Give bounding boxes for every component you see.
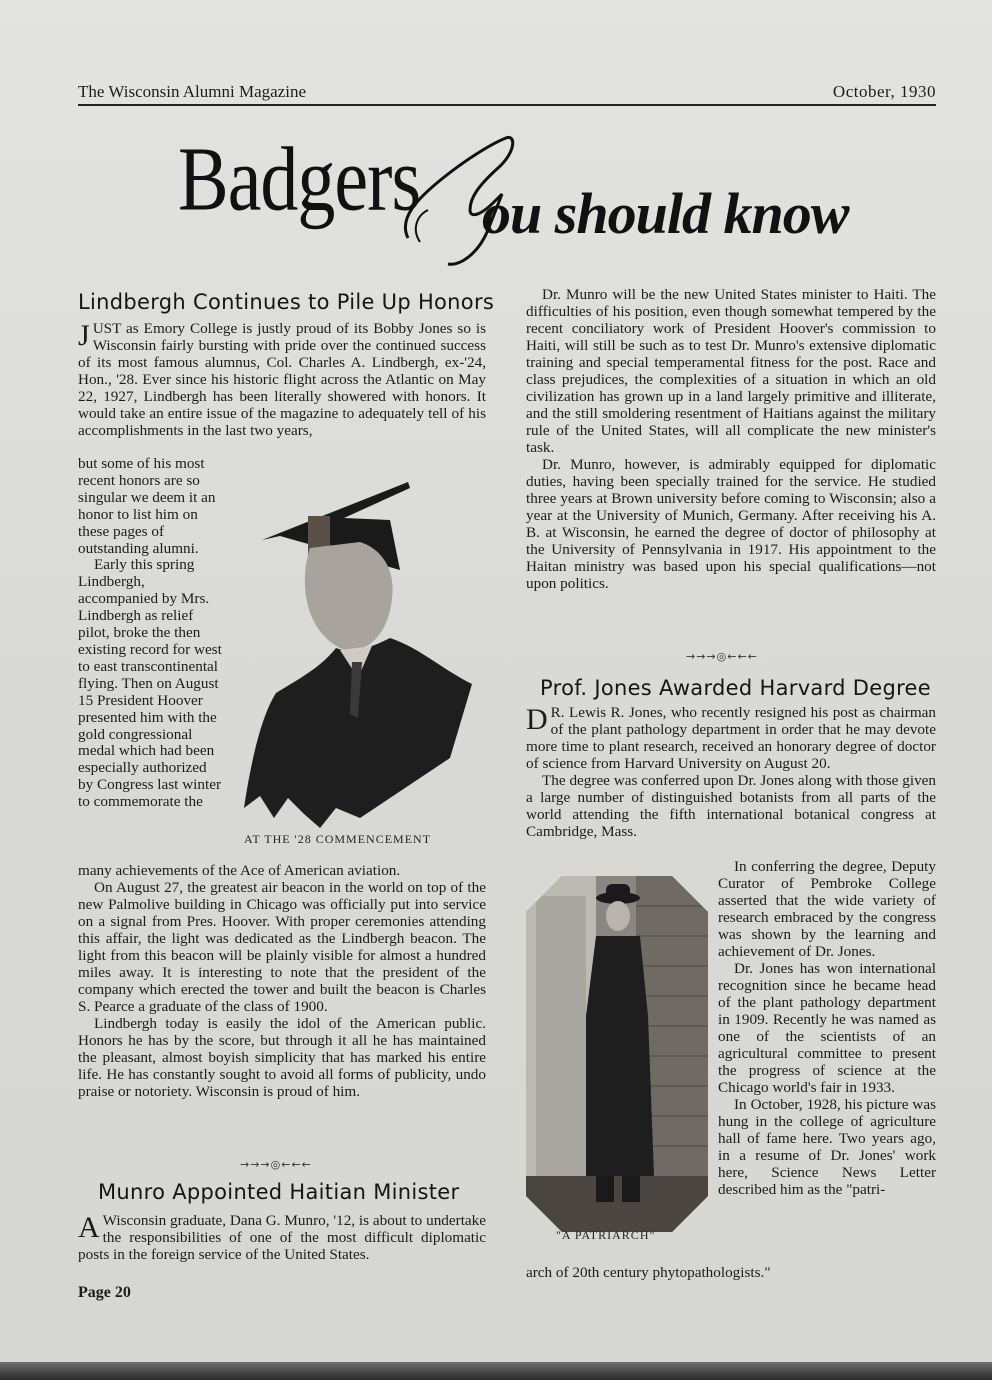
jones-photo-caption: "A PATRIARCH" bbox=[556, 1228, 656, 1242]
magazine-name: The Wisconsin Alumni Magazine bbox=[78, 82, 306, 101]
jones-para3: In conferring the degree, Deputy Curator of Pembroke College asserted that the wide variety of research embraced by the congress was shown by the learning and achievement of Dr. Jones. bbox=[718, 858, 936, 960]
lindbergh-wrap-column bbox=[78, 456, 222, 811]
lindbergh-commencement-photo bbox=[240, 478, 476, 830]
page-number: Page 20 bbox=[78, 1284, 131, 1301]
jones-intro bbox=[526, 704, 936, 840]
munro-para2: Dr. Munro will be the new United States minister to Haiti. The difficulties of his position, even though somewhat tempered by the recent conciliatory work of President Hoover's commission to Haiti, will still be such as to test Dr. Munro's extensive diplomatic training and special temperamental fitness for the post. Race and class prejudices, the complexities of a situation in which an old civilization has grown up in a land largely primitive and illiterate, and the still smoldering resentment of Haitians against the military rule of the United States, will all complicate the new minister's task. bbox=[526, 286, 936, 456]
jones-wrap-column bbox=[718, 858, 936, 1198]
jones-para2: The degree was conferred upon Dr. Jones along with those given a large number of distinguished botanists from all parts of the world attending the fifth international botanical congress at Cambridge, Mass. bbox=[526, 772, 936, 840]
lindbergh-dropcap: J bbox=[78, 319, 90, 352]
jones-para5-end: arch of 20th century phytopathologists." bbox=[526, 1264, 771, 1281]
munro-intro bbox=[78, 1212, 486, 1263]
jones-closing bbox=[526, 1264, 936, 1281]
jones-para5: In October, 1928, his picture was hung in the college of agriculture hall of fame here. Two years ago, in a resume of Dr. Jones' work here, Science News Letter described him as the "patri- bbox=[718, 1096, 936, 1198]
lindbergh-para2-end: many achievements of the Ace of American aviation. bbox=[78, 862, 401, 879]
munro-para1: Wisconsin graduate, Dana G. Munro, '12, is about to undertake the responsibilities of one of the most difficult diplomatic posts in the foreign service of the United States. bbox=[78, 1212, 486, 1263]
lindbergh-continued bbox=[78, 862, 486, 1100]
lindbergh-para3: On August 27, the greatest air beacon in the world on top of the new Palmolive building in Chicago was officially put into service on a signal from Pres. Hoover. With proper ceremonies attending this affair, the light was dedicated as the Lindbergh beacon. The light from this beacon will be plainly visible for almost a hundred miles away. It is interesting to note that the president of the company which erected the tower and built the beacon is Charles S. Pearce a graduate of the class of 1900. bbox=[78, 879, 486, 1015]
issue-date: October, 1930 bbox=[832, 82, 936, 101]
jones-para4: Dr. Jones has won international recognition since he became head of the plant pathology department in 1909. Recently he was named as one of the scientists of an agricultural committee to present the progress of science at the Chicago world's fair in 1933. bbox=[718, 960, 936, 1096]
running-header bbox=[78, 80, 936, 106]
jones-para1: R. Lewis R. Jones, who recently resigned his post as chairman of the plant pathology department in order that he may devote more time to plant research, received an honorary degree of doctor of science from Harvard University on August 20. bbox=[526, 704, 936, 772]
lindbergh-para1: UST as Emory College is justly proud of its Bobby Jones so is Wisconsin fairly bursting with pride over the continued success of its most famous alumnus, Col. Charles A. Lindbergh, ex-'24, Hon., '28. Ever since his historic flight across the Atlantic on May 22, 1927, Lindbergh has been literally showered with honors. It would take an entire issue of the magazine to adequately tell of his accomplishments in the last two years, bbox=[78, 320, 486, 439]
lindbergh-photo-caption: AT THE '28 COMMENCEMENT bbox=[244, 832, 432, 846]
lindbergh-heading: Lindbergh Continues to Pile Up Honors bbox=[78, 290, 495, 314]
lindbergh-para4: Lindbergh today is easily the idol of the American public. Honors he has by the score, but through it all he has maintained the pleasant, almost boyish simplicity that has marked his entire life. He has constantly sought to avoid all forms of publicity, undo praise or notoriety. Wisconsin is proud of him. bbox=[78, 1015, 486, 1100]
munro-dropcap: A bbox=[78, 1211, 100, 1244]
munro-continued bbox=[526, 286, 936, 592]
jones-heading: Prof. Jones Awarded Harvard Degree bbox=[540, 676, 931, 700]
title-badgers: Badgers bbox=[178, 129, 421, 230]
title-you-should-know: ou should know bbox=[482, 181, 849, 246]
scan-edge-shadow bbox=[0, 1362, 992, 1380]
section-divider-ornament: →→→◎←←← bbox=[240, 1158, 312, 1171]
lindbergh-intro bbox=[78, 320, 486, 439]
munro-para3: Dr. Munro, however, is admirably equipped for diplomatic duties, having been specially trained for the service. He studied three years at Brown university before coming to Wisconsin; also a year at the University of Munich, Germany. After receiving his A. B. at Wisconsin, he earned the degree of doctor of philosophy at the University of Pennsylvania in 1917. His appointment to the Haitan ministry was based upon his special qualifications—not upon politics. bbox=[526, 456, 936, 592]
lindbergh-para1-wrap: but some of his most recent honors are so singular we deem it an honor to list him on these pages of outstanding alumni. bbox=[78, 455, 216, 557]
munro-heading: Munro Appointed Haitian Minister bbox=[98, 1180, 460, 1204]
lindbergh-para2: Early this spring Lindbergh, accompanied by Mrs. Lindbergh as relief pilot, broke the then existing record for west to east transcontinental flying. Then on August 15 President Hoover presented him with the gold congressional medal which had been especially authorized by Congress last winter to commemorate the bbox=[78, 556, 222, 811]
page-title bbox=[170, 118, 870, 268]
section-divider-ornament-2: →→→◎←←← bbox=[686, 650, 758, 663]
jones-dropcap: D bbox=[526, 703, 548, 736]
jones-patriarch-photo bbox=[526, 876, 708, 1232]
